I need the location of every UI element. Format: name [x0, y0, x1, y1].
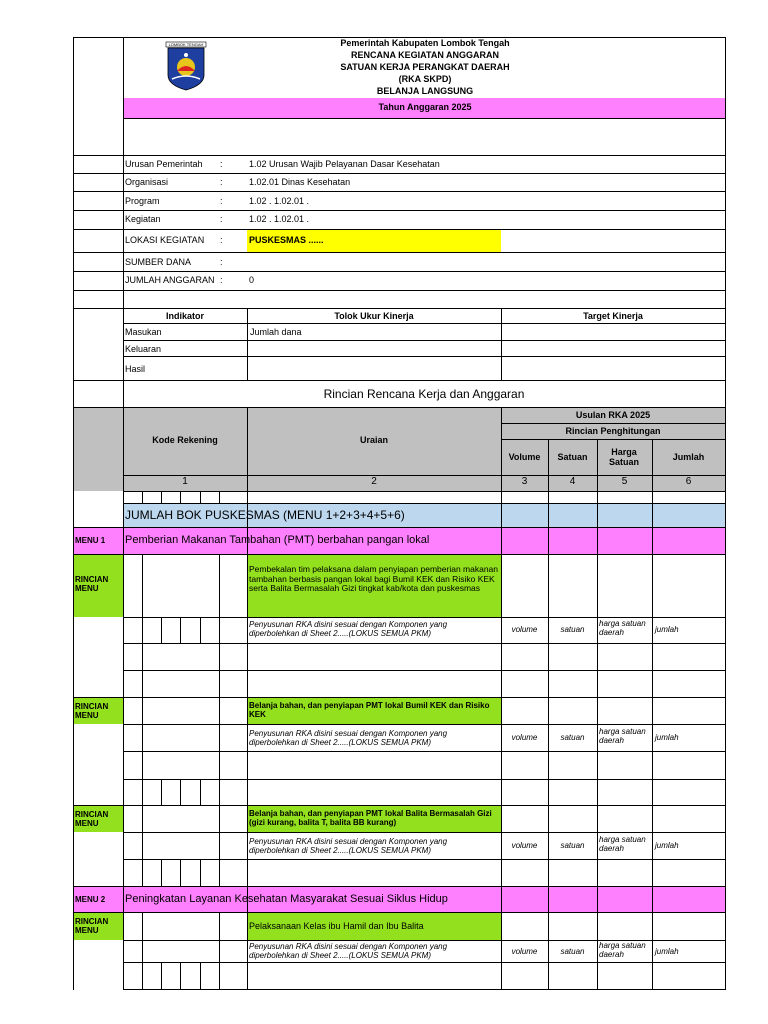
- header-line3: SATUAN KERJA PERANGKAT DAERAH: [340, 62, 510, 72]
- info-value-kegiatan: 1.02 . 1.02.01 .: [249, 214, 310, 224]
- detail-jumlah: jumlah: [655, 947, 679, 956]
- rincian1-text: Pembekalan tim pelaksana dalam penyiapan pemberian makanan tambahan berbasis pangan lokal bagi Bumil KEK dan Risiko KEK serta Balita Bermasalah Gizi tingkat kab/kota dan puskesmas: [249, 564, 499, 593]
- detail-volume: volume: [511, 625, 538, 634]
- info-sep: :: [220, 275, 223, 285]
- detail-harga: harga satuan daerah: [599, 727, 646, 745]
- rincian3-code: RINCIAN MENU: [75, 810, 109, 828]
- detail-uraian: Penyusunan RKA disini sesuai dengan Komponen yang diperbolehkan di Sheet 2.....(LOKUS SEMUA PKM): [249, 837, 448, 855]
- volume-header: Volume: [508, 452, 541, 462]
- rincian4-code: RINCIAN MENU: [75, 917, 109, 935]
- tahun-anggaran: Tahun Anggaran 2025: [378, 102, 472, 112]
- detail-uraian: Penyusunan RKA disini sesuai dengan Komponen yang diperbolehkan di Sheet 2.....(LOKUS SEMUA PKM): [249, 729, 448, 747]
- detail-harga: harga satuan daerah: [599, 835, 646, 853]
- indikator-header: Indikator: [165, 311, 204, 321]
- menu2-title: Peningkatan Layanan Kesehatan Masyarakat Sesuai Siklus Hidup: [125, 893, 448, 905]
- regency-logo: [164, 41, 208, 91]
- col-number-4: 4: [569, 476, 576, 487]
- col-number-3: 3: [521, 476, 528, 487]
- menu1-code: MENU 1: [75, 536, 106, 545]
- info-sep: :: [220, 235, 223, 245]
- info-sep: :: [220, 214, 223, 224]
- info-label-sumber-dana: SUMBER DANA: [125, 257, 192, 267]
- menu2-code: MENU 2: [75, 895, 106, 904]
- logo-caption: LOMBOK TENGAH: [168, 42, 204, 47]
- header-line1: Pemerintah Kabupaten Lombok Tengah: [340, 38, 510, 48]
- kode-rekening-header: Kode Rekening: [152, 435, 218, 445]
- tolok-masukan: Jumlah dana: [250, 327, 302, 337]
- info-value-organisasi: 1.02.01 Dinas Kesehatan: [249, 177, 351, 187]
- detail-jumlah: jumlah: [655, 841, 679, 850]
- detail-harga: harga satuan daerah: [599, 941, 646, 959]
- rincian3-text: Belanja bahan, dan penyiapan PMT lokal Balita Bermasalah Gizi (gizi kurang, balita T, balita BB kurang): [249, 809, 492, 827]
- detail-volume: volume: [511, 947, 538, 956]
- detail-jumlah: jumlah: [655, 625, 679, 634]
- jumlah-header: Jumlah: [672, 452, 705, 462]
- rincian4-text: Pelaksanaan Kelas ibu Hamil dan Ibu Balita: [249, 921, 424, 931]
- indikator-keluaran: Keluaran: [125, 344, 162, 354]
- detail-volume: volume: [511, 733, 538, 742]
- header-line5: BELANJA LANGSUNG: [376, 86, 474, 96]
- info-label-urusan: Urusan Pemerintah: [125, 159, 203, 169]
- info-value-jumlah-anggaran: 0: [249, 275, 255, 285]
- info-value-lokasi: PUSKESMAS ......: [249, 235, 324, 245]
- info-label-organisasi: Organisasi: [125, 177, 169, 187]
- rincian2-code: RINCIAN MENU: [75, 702, 109, 720]
- header-line2: RENCANA KEGIATAN ANGGARAN: [351, 50, 499, 60]
- target-kinerja-header: Target Kinerja: [583, 311, 643, 321]
- info-sep: :: [220, 257, 223, 267]
- usulan-header: Usulan RKA 2025: [575, 410, 651, 420]
- col-number-5: 5: [621, 476, 628, 487]
- tolok-ukur-header: Tolok Ukur Kinerja: [334, 311, 414, 321]
- info-value-program: 1.02 . 1.02.01 .: [249, 196, 310, 206]
- info-sep: :: [220, 159, 223, 169]
- detail-uraian: Penyusunan RKA disini sesuai dengan Komponen yang diperbolehkan di Sheet 2.....(LOKUS SEMUA PKM): [249, 942, 448, 960]
- info-sep: :: [220, 177, 223, 187]
- detail-jumlah: jumlah: [655, 733, 679, 742]
- col-number-2: 2: [371, 476, 377, 487]
- total-bok-label: JUMLAH BOK PUSKESMAS (MENU 1+2+3+4+5+6): [125, 508, 405, 522]
- satuan-header: Satuan: [557, 452, 588, 462]
- info-value-urusan: 1.02 Urusan Wajib Pelayanan Dasar Kesehatan: [249, 159, 440, 169]
- col-number-6: 6: [685, 476, 692, 487]
- detail-satuan: satuan: [560, 625, 585, 634]
- rincian2-text: Belanja bahan, dan penyiapan PMT lokal Bumil KEK dan Risiko KEK: [249, 701, 490, 719]
- info-label-kegiatan: Kegiatan: [125, 214, 161, 224]
- menu1-title: Pemberian Makanan Tambahan (PMT) berbahan pangan lokal: [125, 534, 430, 546]
- col-number-1: 1: [182, 476, 188, 487]
- penghitungan-header: Rincian Penghitungan: [565, 426, 661, 436]
- info-label-lokasi: LOKASI KEGIATAN: [125, 235, 205, 245]
- detail-uraian: Penyusunan RKA disini sesuai dengan Komponen yang diperbolehkan di Sheet 2.....(LOKUS SEMUA PKM): [249, 620, 448, 638]
- info-label-jumlah-anggaran: JUMLAH ANGGARAN: [125, 275, 215, 285]
- detail-volume: volume: [511, 841, 538, 850]
- header-line4: (RKA SKPD): [398, 74, 452, 84]
- indikator-hasil: Hasil: [125, 364, 146, 374]
- detail-satuan: satuan: [560, 947, 585, 956]
- detail-satuan: satuan: [560, 841, 585, 850]
- detail-harga: harga satuan daerah: [599, 619, 646, 637]
- info-sep: :: [220, 196, 223, 206]
- detail-satuan: satuan: [560, 733, 585, 742]
- info-label-program: Program: [125, 196, 160, 206]
- harga-satuan-header: Harga Satuan: [608, 447, 639, 467]
- uraian-header: Uraian: [359, 435, 388, 445]
- indikator-masukan: Masukan: [125, 327, 162, 337]
- rincian-title: Rincian Rencana Kerja dan Anggaran: [323, 387, 525, 401]
- rincian1-code: RINCIAN MENU: [75, 575, 109, 593]
